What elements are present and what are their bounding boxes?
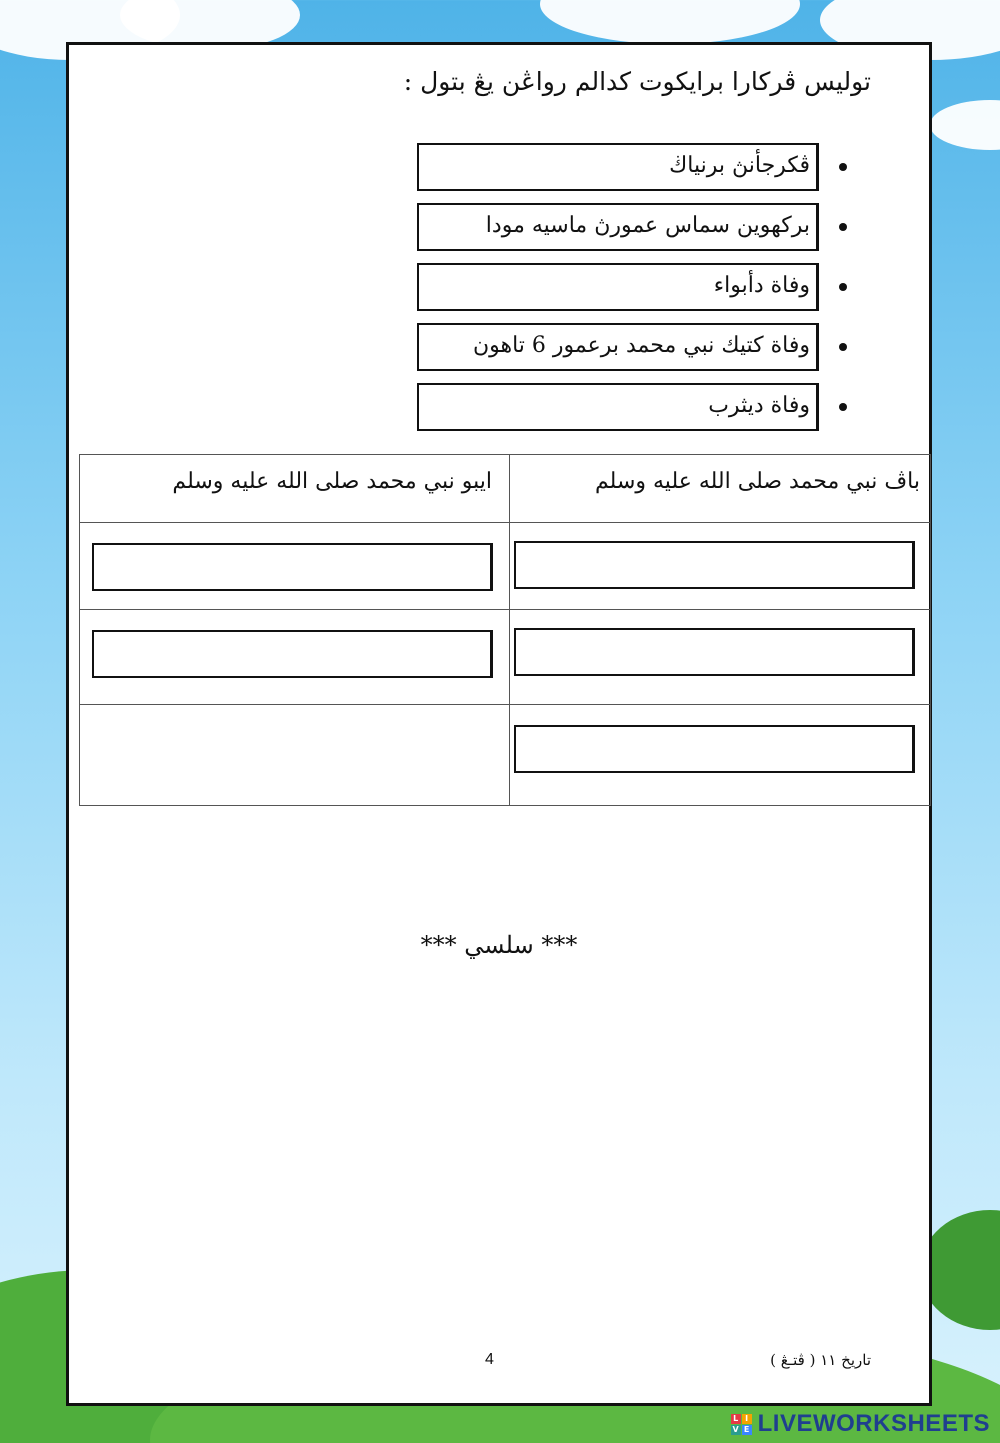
bullet-dot xyxy=(839,343,847,351)
logo-cell: I xyxy=(742,1414,752,1424)
bullet-item xyxy=(407,383,847,431)
bullet-item xyxy=(407,263,847,311)
father-answer-box[interactable] xyxy=(514,725,915,773)
table-divider xyxy=(80,522,930,523)
worksheet-page xyxy=(66,42,932,1406)
bullet-dot xyxy=(839,283,847,291)
bullet-item xyxy=(407,323,847,371)
answer-box[interactable]: بركهوين سماس عمورڽ ماسيه مودا xyxy=(417,203,819,251)
answer-box[interactable]: وفاة ديثرب xyxy=(417,383,819,431)
father-answer-box[interactable] xyxy=(514,541,915,589)
bullet-dot xyxy=(839,403,847,411)
footer-label: تاريخ ١١ ( ڤتـڠ ) xyxy=(770,1351,871,1369)
instruction-text: توليس ڤركارا برايكوت كدالم رواڠن يڠ بتول : xyxy=(403,67,871,96)
parents-table xyxy=(79,454,931,806)
logo-cell: L xyxy=(731,1414,741,1424)
father-column-header: باڤ نبي محمد صلى الله عليه وسلم xyxy=(595,469,920,494)
tree-foliage xyxy=(920,1210,1000,1330)
table-divider xyxy=(80,704,930,705)
logo-cell: E xyxy=(742,1425,752,1435)
answer-box[interactable]: ڤكرجأنڽ برنياڬ xyxy=(417,143,819,191)
bullet-item xyxy=(407,143,847,191)
closing-text: *** سلسي *** xyxy=(420,931,578,959)
page-number: 4 xyxy=(485,1351,494,1368)
mother-answer-box[interactable] xyxy=(92,630,493,678)
mother-column-header: ايبو نبي محمد صلى الله عليه وسلم xyxy=(172,469,492,494)
mother-answer-box[interactable] xyxy=(92,543,493,591)
table-divider xyxy=(509,455,510,805)
answer-box[interactable]: وفاة كتيك نبي محمد برعمور 6 تاهون xyxy=(417,323,819,371)
answer-box[interactable]: وفاة دأبواء xyxy=(417,263,819,311)
father-answer-box[interactable] xyxy=(514,628,915,676)
cloud-decoration xyxy=(540,0,800,44)
logo-cell: V xyxy=(732,1424,739,1434)
cloud-decoration xyxy=(930,100,1000,150)
liveworksheets-logo-icon xyxy=(731,1414,752,1435)
table-divider xyxy=(80,609,930,610)
liveworksheets-wordmark: LIVEWORKSHEETS xyxy=(757,1410,990,1437)
liveworksheets-brand[interactable] xyxy=(731,1408,990,1440)
bullet-dot xyxy=(839,163,847,171)
bullet-item xyxy=(407,203,847,251)
bullet-dot xyxy=(839,223,847,231)
